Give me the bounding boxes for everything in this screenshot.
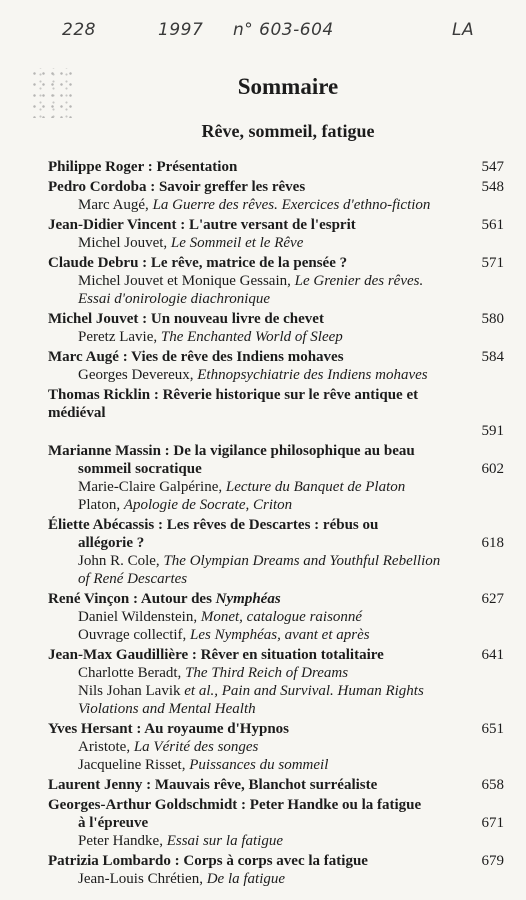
- reviewed-work-title: Les Nymphéas, avant et après: [190, 627, 370, 643]
- entry-title: à l'épreuve: [78, 815, 149, 831]
- handwritten-note-initials: LA: [452, 20, 475, 40]
- reviewed-work-title: Ethnopsychiatrie des Indiens mohaves: [197, 367, 428, 383]
- section-subtitle: Rêve, sommeil, fatigue: [201, 121, 375, 141]
- toc-entry-heading: [48, 796, 504, 814]
- reviewed-author: Daniel Wildenstein,: [78, 609, 201, 625]
- page-number: 679: [481, 853, 504, 869]
- entry-title: médiéval: [48, 405, 106, 421]
- page-number: 627: [481, 591, 504, 607]
- page-number: 571: [481, 255, 504, 271]
- reviewed-author: Michel Jouvet,: [78, 235, 171, 251]
- entry-title: sommeil socratique: [78, 461, 202, 477]
- toc-entry-heading: [48, 178, 504, 196]
- reviewed-work-title: Le Sommeil et le Rêve: [170, 235, 304, 251]
- page-number: 548: [481, 179, 504, 195]
- toc-entry-reviewed-work: [48, 328, 504, 346]
- page-number: 547: [481, 159, 504, 175]
- reviewed-author: Aristote,: [78, 739, 134, 755]
- entry-title: Claude Debru : Le rêve, matrice de la pensée ?: [48, 255, 348, 271]
- reviewed-author: Ouvrage collectif,: [78, 627, 191, 643]
- toc-entry-reviewed-work: [48, 196, 504, 214]
- reviewed-work-title: Monet, catalogue raisonné: [200, 609, 363, 625]
- toc-entry: [48, 310, 504, 346]
- entry-title: allégorie ?: [78, 535, 145, 551]
- toc-entry: [48, 158, 504, 176]
- page-number: 651: [481, 721, 504, 737]
- toc-entry: [48, 442, 504, 514]
- toc-entry-reviewed-work: [48, 366, 504, 384]
- toc-entry-heading: [48, 216, 504, 234]
- toc-entry-reviewed-work: [48, 664, 504, 682]
- toc-entry-reviewed-work: [48, 700, 504, 718]
- reviewed-work-title: of René Descartes: [78, 571, 188, 587]
- toc-entry: [48, 516, 504, 588]
- reviewed-work-title: Violations and Mental Health: [78, 701, 256, 717]
- toc-entry-reviewed-work: [48, 682, 504, 700]
- toc-entry: [48, 852, 504, 888]
- reviewed-work-title: Le Grenier des rêves.: [294, 273, 424, 289]
- reviewed-author: Peter Handke,: [78, 833, 167, 849]
- toc-entry: [48, 720, 504, 774]
- reviewed-author: Georges Devereux,: [78, 367, 198, 383]
- reviewed-work-title: Essai d'onirologie diachronique: [78, 291, 271, 307]
- page-number: 580: [481, 311, 504, 327]
- page-number: 671: [481, 815, 504, 831]
- entry-title: Thomas Ricklin : Rêverie historique sur le rêve antique et: [48, 387, 419, 403]
- entry-title-italic: Nymphéas: [215, 591, 281, 607]
- toc-entry: [48, 796, 504, 850]
- toc-entry-heading: [48, 404, 504, 422]
- toc-entry: [48, 646, 504, 718]
- toc-entry-heading: [48, 158, 504, 176]
- page-number: 641: [481, 647, 504, 663]
- toc-entry-heading: [48, 254, 504, 272]
- entry-title: Laurent Jenny : Mauvais rêve, Blanchot surréaliste: [48, 777, 378, 793]
- toc-entry-heading: [48, 516, 504, 534]
- reviewed-work-title: The Enchanted World of Sleep: [160, 329, 343, 345]
- reviewed-author: Platon,: [78, 497, 124, 513]
- toc-entry: [48, 590, 504, 644]
- toc-entry-heading: [48, 776, 504, 794]
- reviewed-work-title: Apologie de Socrate, Criton: [123, 497, 293, 513]
- entry-title: Yves Hersant : Au royaume d'Hypnos: [48, 721, 289, 737]
- page-title: Sommaire: [237, 74, 339, 99]
- reviewed-work-title: La Vérité des songes: [133, 739, 259, 755]
- toc-entry-reviewed-work: [48, 478, 504, 496]
- page-number: 584: [481, 349, 504, 365]
- reviewed-author: Nils Johan Lavik: [78, 683, 185, 699]
- toc-entry-heading: [48, 534, 504, 552]
- toc-entry: [48, 216, 504, 252]
- toc-entry-heading: [48, 852, 504, 870]
- reviewed-author: Marie-Claire Galpérine,: [78, 479, 226, 495]
- toc-entry-heading: [48, 590, 504, 608]
- entry-title: Éliette Abécassis : Les rêves de Descartes : rébus ou: [48, 517, 379, 533]
- toc-entry-reviewed-work: [48, 272, 504, 290]
- toc-entry-reviewed-work: [48, 570, 504, 588]
- toc-entry-reviewed-work: [48, 234, 504, 252]
- handwritten-note-number: 228: [62, 20, 96, 40]
- toc-entry: [48, 386, 504, 440]
- entry-title: Pedro Cordoba : Savoir greffer les rêves: [48, 179, 306, 195]
- reviewed-author: Jacqueline Risset,: [78, 757, 190, 773]
- toc-entry-heading: [48, 720, 504, 738]
- toc-entry-heading: [48, 386, 504, 404]
- reviewed-work-title: La Guerre des rêves. Exercices d'ethno-fiction: [152, 197, 431, 213]
- reviewed-work-title: The Third Reich of Dreams: [185, 665, 349, 681]
- reviewed-author: John R. Cole,: [78, 553, 164, 569]
- toc-entry-heading: [48, 646, 504, 664]
- reviewed-work-title: Puissances du sommeil: [189, 757, 329, 773]
- page-number: 602: [481, 461, 504, 477]
- toc-entry-heading: [48, 348, 504, 366]
- reviewed-author: Michel Jouvet et Monique Gessain,: [78, 273, 295, 289]
- table-of-contents: [48, 158, 504, 890]
- reviewed-author: Charlotte Beradt,: [78, 665, 186, 681]
- handwritten-note-issue: n° 603-604: [233, 20, 334, 40]
- reviewed-author: Peretz Lavie,: [78, 329, 161, 345]
- toc-entry: [48, 254, 504, 308]
- toc-entry-reviewed-work: [48, 422, 504, 440]
- toc-entry-reviewed-work: [48, 756, 504, 774]
- toc-entry-reviewed-work: [48, 626, 504, 644]
- toc-entry-reviewed-work: [48, 608, 504, 626]
- toc-entry-reviewed-work: [48, 870, 504, 888]
- toc-entry-heading: [48, 442, 504, 460]
- handwritten-note-year: 1997: [158, 20, 204, 40]
- reviewed-work-title: Essai sur la fatigue: [166, 833, 283, 849]
- entry-title: Michel Jouvet : Un nouveau livre de chevet: [48, 311, 324, 327]
- toc-entry-heading: [48, 814, 504, 832]
- reviewed-work-title: De la fatigue: [206, 871, 286, 887]
- reviewed-work-title: Lecture du Banquet de Platon: [225, 479, 406, 495]
- reviewed-work-title: et al., Pain and Survival. Human Rights: [184, 683, 424, 699]
- toc-entry-reviewed-work: [48, 738, 504, 756]
- entry-title: Jean-Max Gaudillière : Rêver en situation totalitaire: [48, 647, 384, 663]
- toc-entry: [48, 776, 504, 794]
- toc-entry-heading: [48, 460, 504, 478]
- reviewed-author: Marc Augé,: [78, 197, 153, 213]
- toc-entry: [48, 178, 504, 214]
- page-number: 561: [481, 217, 504, 233]
- reviewed-author: Jean-Louis Chrétien,: [78, 871, 207, 887]
- entry-title: Marc Augé : Vies de rêve des Indiens mohaves: [48, 349, 344, 365]
- page-number: 591: [481, 423, 504, 439]
- entry-title: Georges-Arthur Goldschmidt : Peter Handke ou la fatigue: [48, 797, 422, 813]
- entry-title: René Vinçon : Autour des: [48, 591, 216, 607]
- entry-title: Marianne Massin : De la vigilance philosophique au beau: [48, 443, 415, 459]
- toc-entry-reviewed-work: [48, 496, 504, 514]
- toc-entry: [48, 348, 504, 384]
- reviewed-work-title: The Olympian Dreams and Youthful Rebellion: [163, 553, 441, 569]
- toc-entry-reviewed-work: [48, 832, 504, 850]
- entry-title: Philippe Roger : Présentation: [48, 159, 238, 175]
- page-number: 658: [481, 777, 504, 793]
- entry-title: Jean-Didier Vincent : L'autre versant de l'esprit: [48, 217, 356, 233]
- toc-entry-reviewed-work: [48, 290, 504, 308]
- toc-entry-reviewed-work: [48, 552, 504, 570]
- entry-title: Patrizia Lombardo : Corps à corps avec la fatigue: [48, 853, 368, 869]
- page-number: 618: [481, 535, 504, 551]
- toc-entry-heading: [48, 310, 504, 328]
